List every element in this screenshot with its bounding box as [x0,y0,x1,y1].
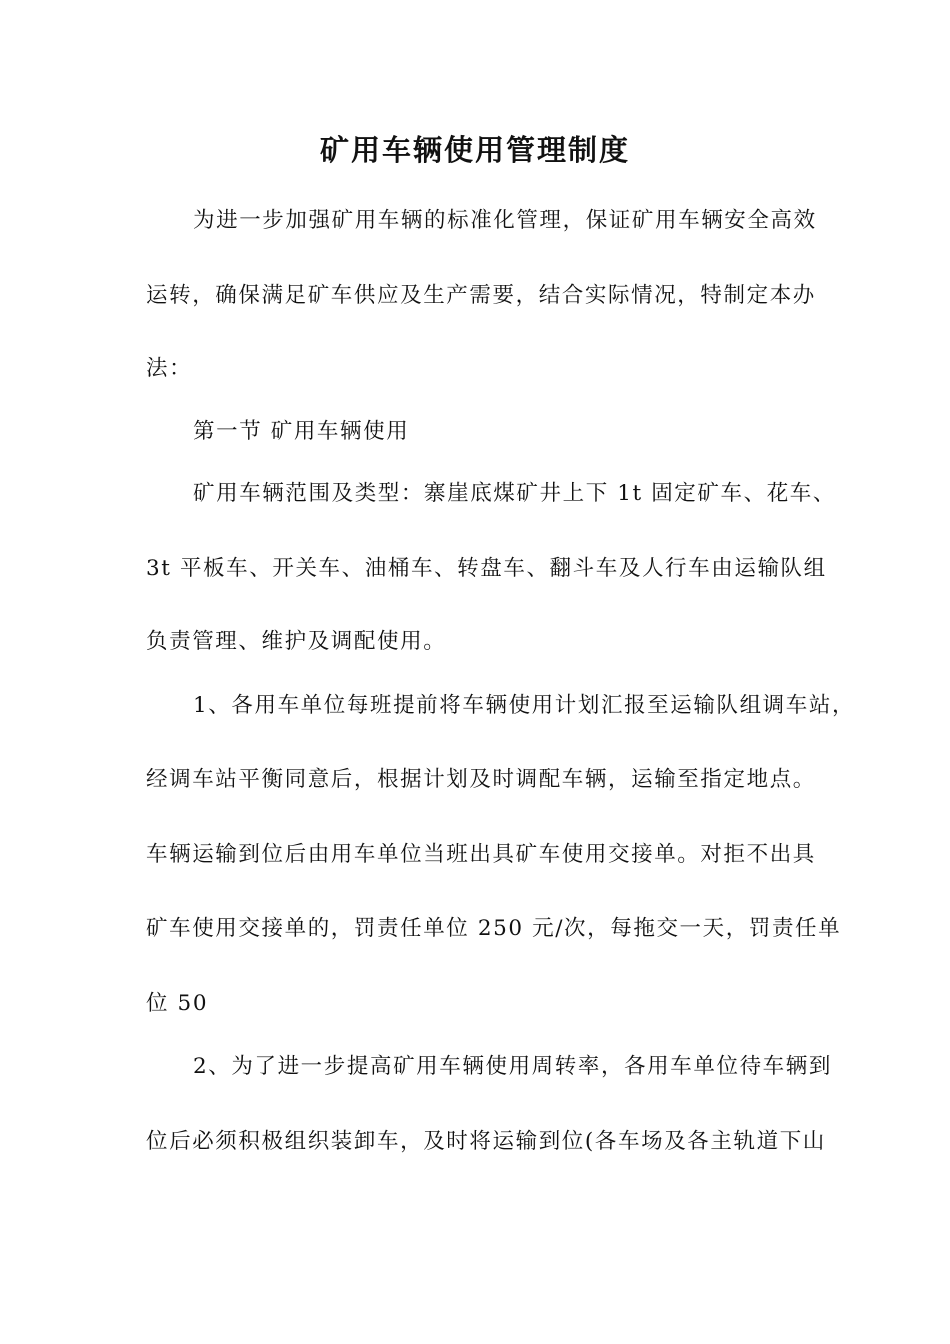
paragraph-line: 为进一步加强矿用车辆的标准化管理，保证矿用车辆安全高效 [193,208,817,233]
section-heading: 第一节 矿用车辆使用 [193,419,410,444]
document-title: 矿用车辆使用管理制度 [319,133,630,167]
paragraph-line: 矿用车辆范围及类型：寨崖底煤矿井上下 1t 固定矿车、花车、 [193,481,836,506]
paragraph-line: 经调车站平衡同意后，根据计划及时调配车辆，运输至指定地点。 [146,767,816,792]
paragraph-line: 1、各用车单位每班提前将车辆使用计划汇报至运输队组调车站， [193,693,856,718]
paragraph-line: 位后必须积极组织装卸车，及时将运输到位(各车场及各主轨道下山 [146,1129,826,1154]
paragraph-line: 位 50 [146,991,209,1016]
paragraph-line: 矿车使用交接单的，罚责任单位 250 元/次，每拖交一天，罚责任单 [146,916,842,941]
paragraph-line: 负责管理、维护及调配使用。 [146,629,447,654]
paragraph-line: 3t 平板车、开关车、油桶车、转盘车、翻斗车及人行车由运输队组 [146,556,827,581]
paragraph-line: 2、为了进一步提高矿用车辆使用周转率，各用车单位待车辆到 [193,1054,832,1079]
paragraph-line: 运转，确保满足矿车供应及生产需要，结合实际情况，特制定本办 [146,283,816,308]
paragraph-line: 法： [146,356,193,381]
paragraph-line: 车辆运输到位后由用车单位当班出具矿车使用交接单。对拒不出具 [146,842,816,867]
